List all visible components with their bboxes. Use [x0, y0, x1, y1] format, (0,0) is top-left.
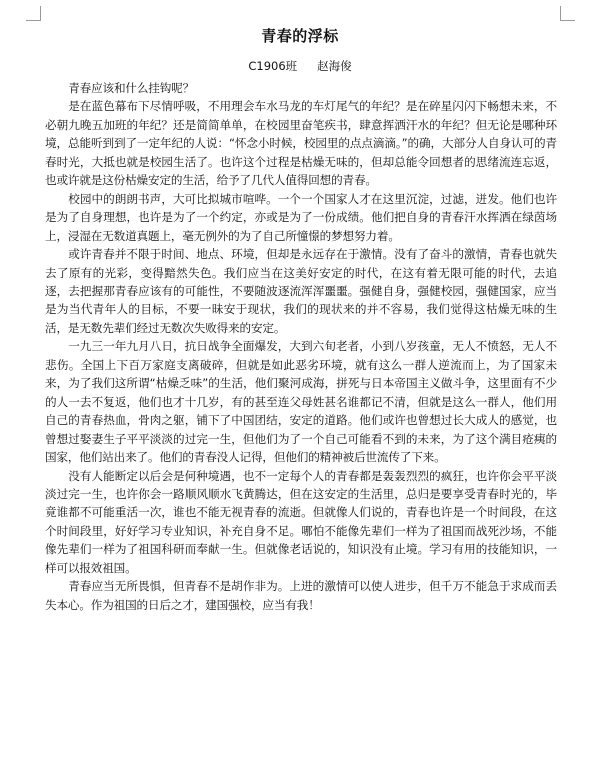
paragraph: 青春应该和什么挂钩呢？: [68, 81, 195, 95]
paragraph: 一九三一年九月八日，抗日战争全面爆发，大到六旬老者，小到八岁孩童，无人不愤怒，无人不悲伤。全国上下百万家庭支离破碎，但就是如此恶劣环境，就有这么一群人逆流而上，为了国家未来，为了我们这所谓“枯燥乏味”的生活，他们聚河成海，拼死与日本帝国主义做斗争，这里面有不少的人一去不复返，他们也才十几岁，有的甚至连父母姓甚名谁都记不清，但就是这么一群人，他们用自己的青春热血，骨肉之躯，铺下了中国团结，安定的道路。他们或许也曾想过长大成人的感觉，也曾想过娶妻生子平平淡淡的过完一生，但他们为了一个自己可能看不到的未来，为了这个满目疮痍的国家，他们站出来了。他们的青春没人记得，但他们的精神被后世流传了下来。: [45, 339, 557, 465]
paragraph: 校园中的朗朗书声，大可比拟城市喧哗。一个一个国家人才在这里沉淀，过滤，迸发。他们也许是为了自身理想，也许是为了一个约定，亦或是为了一份成绩。他们把自身的青春汗水挥洒在绿茵场上，浸湿在无数道真题上，毫无例外的为了自己所憧憬的梦想努力着。: [45, 191, 557, 243]
essay-body: [45, 79, 557, 614]
crop-mark-top-right: [560, 6, 575, 21]
author-name: 赵海俊: [317, 59, 352, 73]
crop-mark-top-left: [26, 6, 41, 21]
author-class: C1906班: [248, 59, 298, 73]
paragraph: 或许青春并不限于时间、地点、环境，但却是永远存在于激情。没有了奋斗的激情，青春也就失去了原有的光彩，变得黯然失色。我们应当在这美好安定的时代，在这有着无限可能的时代，去追逐，去把握那青春应该有的可能性，不要随波逐流浑浑噩噩。强健自身，强健校园，强健国家，应当是为当代青年人的目标，不要一昧安于现状，我们的现状来的并不容易，我们觉得这枯燥无味的生活，是无数先辈们经过无数次失败得来的安定。: [45, 247, 557, 335]
byline: [0, 58, 600, 74]
paragraph: 没有人能断定以后会是何种境遇，也不一定每个人的青春都是轰轰烈烈的疯狂，也许你会平平淡淡过完一生，也许你会一路顺风顺水飞黄腾达，但在这安定的生活里，总归是要享受青春时光的，毕竟谁都不可能重活一次，谁也不能无视青春的流逝。但就像人们说的，青春也许是一个时间段，在这个时间段里，好好学习专业知识，补充自身不足。哪怕不能像先辈们一样为了祖国而战死沙场，不能像先辈们一样为了祖国科研而奉献一生。但就像老话说的，知识没有止境。学习有用的技能知识，一样可以报效祖国。: [45, 468, 557, 575]
essay-title: 青春的浮标: [261, 27, 339, 45]
paragraph: 是在蓝色幕布下尽情呼吸，不用理会车水马龙的车灯尾气的年纪？是在碎星闪闪下畅想未来，不必朝九晚五加班的年纪？还是简简单单，在校园里奋笔疾书，肆意挥洒汗水的年纪？但无论是哪种环境，总能听到到了一定年纪的人说：“怀念小时候，校园里的点点滴滴。”的确，大部分人自身认可的青春时光，大抵也就是校园生活了。也许这个过程是枯燥无味的，但却总能令回想者的思绪流连忘返，也或许就是这份枯燥安定的生活，给予了几代人值得回想的青春。: [45, 99, 557, 188]
paragraph: 青春应当无所畏惧，但青春不是胡作非为。上进的激情可以使人进步，但千万不能急于求成而丢失本心。作为祖国的日后之才，建国强校，应当有我！: [45, 579, 557, 612]
